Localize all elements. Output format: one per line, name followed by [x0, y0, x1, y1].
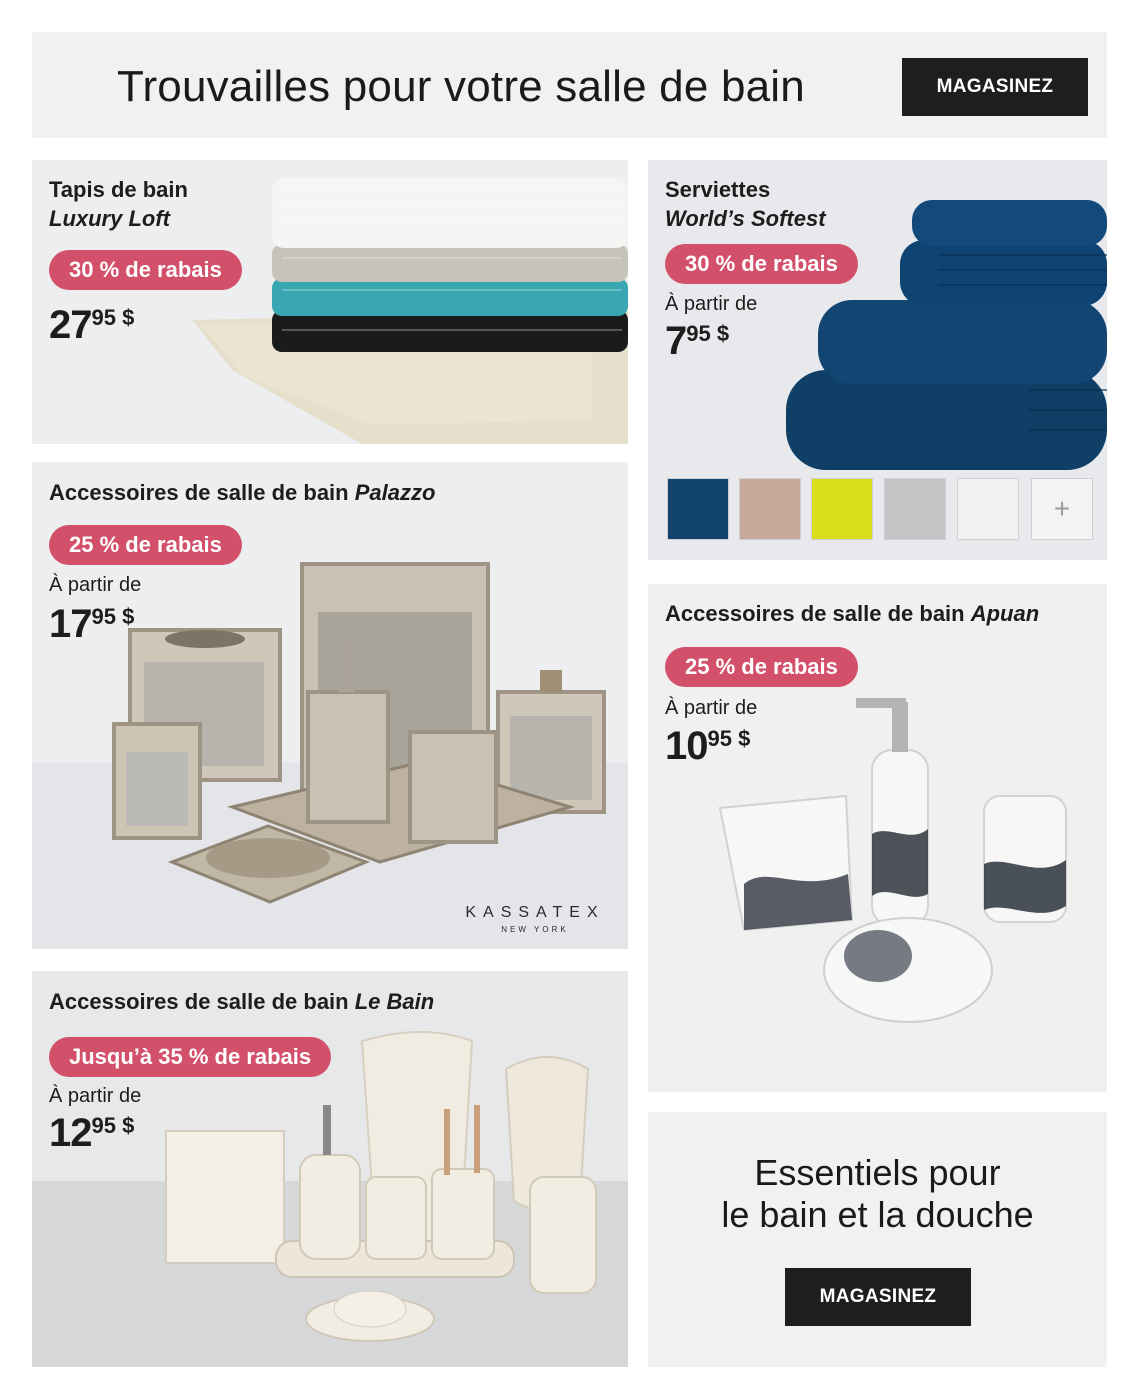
card-apuan-accessories[interactable]	[648, 584, 1107, 1092]
discount-badge: Jusqu’à 35 % de rabais	[49, 1037, 331, 1077]
discount-badge: 25 % de rabais	[665, 647, 858, 687]
card-palazzo-accessories[interactable]	[32, 462, 628, 949]
swatch-lime[interactable]	[811, 478, 873, 540]
swatch-blush[interactable]	[739, 478, 801, 540]
essentials-shop-button[interactable]: MAGASINEZ	[785, 1268, 971, 1326]
swatch-grey[interactable]	[884, 478, 946, 540]
card-title: Tapis de bain Luxury Loft	[49, 177, 188, 231]
price: 1295 $	[49, 1111, 135, 1155]
essentials-title-line2: le bain et la douche	[721, 1194, 1034, 1235]
discount-badge: 30 % de rabais	[49, 250, 242, 290]
price: 2795 $	[49, 303, 135, 347]
brand-logo: KASSATEX NEW YORK	[465, 904, 605, 934]
price: 1095 $	[665, 724, 751, 768]
page-title: Trouvailles pour votre salle de bain	[117, 62, 805, 111]
card-le-bain-accessories[interactable]	[32, 971, 628, 1367]
from-label: À partir de	[665, 293, 758, 315]
from-label: À partir de	[49, 1085, 142, 1107]
card-title: Accessoires de salle de bain Palazzo	[49, 480, 436, 505]
essentials-title-line1: Essentiels pour	[754, 1152, 1001, 1193]
essentials-panel	[648, 1112, 1107, 1367]
card-title: Serviettes World’s Softest	[665, 177, 826, 231]
shop-button[interactable]: MAGASINEZ	[902, 58, 1088, 116]
from-label: À partir de	[665, 697, 758, 719]
header-banner	[32, 32, 1107, 138]
more-colors-button[interactable]: +	[1031, 478, 1093, 540]
price: 795 $	[665, 319, 730, 363]
discount-badge: 30 % de rabais	[665, 244, 858, 284]
from-label: À partir de	[49, 574, 142, 596]
price: 1795 $	[49, 602, 135, 646]
card-title: Accessoires de salle de bain Apuan	[665, 601, 1040, 626]
discount-badge: 25 % de rabais	[49, 525, 242, 565]
card-title: Accessoires de salle de bain Le Bain	[49, 989, 435, 1014]
card-tapis-luxury-loft[interactable]	[32, 160, 628, 444]
swatch-navy[interactable]	[667, 478, 729, 540]
le-bain-accessories-image	[32, 971, 628, 1367]
swatch-white[interactable]	[957, 478, 1019, 540]
